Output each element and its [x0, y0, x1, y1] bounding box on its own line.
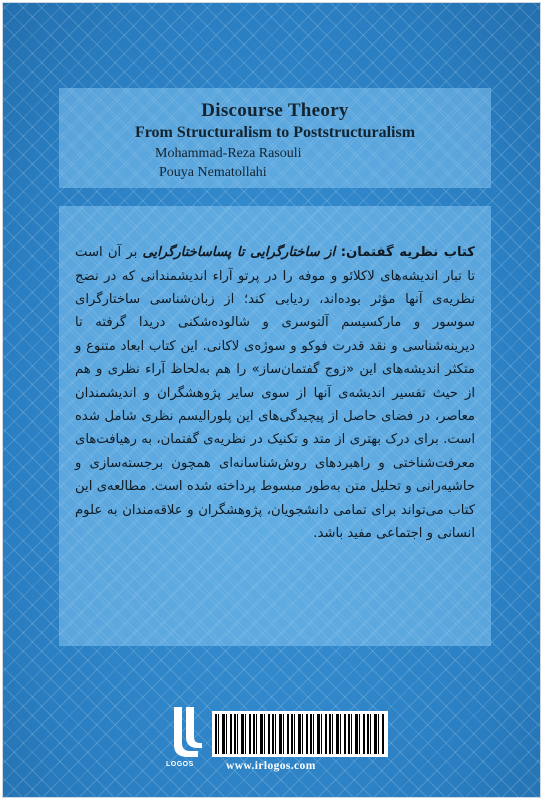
description-panel	[59, 206, 491, 646]
author-2: Pouya Nematollahi	[159, 165, 267, 180]
publisher-logo	[168, 703, 204, 773]
book-subtitle: From Structuralism to Poststructuralism	[134, 124, 416, 141]
description-body: بر آن است تا تبار اندیشه‌های لاکلائو و موفه را در پرتو آراء اندیشمندانی که در نضج نظریه‌ی آنها مؤثر بوده‌اند، ردیابی کند؛ از زبان‌شناسی ساختارگرای سوسور و مارکسیسم آلتوسری و شالوده‌شکنی دریدا گرفته تا دیرینه‌شناسی و نقد قدرت فوکو و سوژه‌ی لاکانی. این کتاب ابعاد متنوع و متکثر اندیشه‌های این «زوج گفتمان‌ساز» را هم به‌لحاظ آراء نظری و هم از حیث تفسیر اندیشه‌ی آنها از سوی سایر پژوهشگران و اندیشمندان معاصر، در فضای حاصل از پیچیدگی‌های این پلورالیسم نظری شامل شده است. برای درک بهتری از متد و تکنیک در نظریه‌ی گفتمان، به رهیافت‌های معرفت‌شناختی و راهبردهای روش‌شناسانه‌ای همچون برجسته‌سازی و حاشیه‌رانی و تحلیل متن به‌طور مبسوط پرداخته شده است. مطالعه‌ی این کتاب می‌تواند برای تمامی دانشجویان، پژوهشگران و علاقه‌مندان به علوم انسانی و اجتماعی مفید باشد.	[75, 245, 475, 542]
publisher-website[interactable]: www.irlogos.com	[226, 760, 316, 772]
logo-wordmark: LOGOS	[166, 761, 194, 768]
description-subtitle: از ساختارگرایی تا پساساختارگرایی	[142, 245, 336, 261]
author-1: Mohammad-Reza Rasouli	[155, 146, 302, 161]
footer	[168, 703, 398, 775]
title-panel	[59, 88, 491, 188]
book-description	[75, 241, 475, 545]
book-title: Discourse Theory	[201, 100, 349, 121]
isbn-barcode	[212, 711, 388, 757]
book-back-cover	[2, 2, 541, 798]
description-lead: کتاب نظریه گفتمان:	[335, 245, 475, 261]
logos-icon	[168, 703, 204, 761]
